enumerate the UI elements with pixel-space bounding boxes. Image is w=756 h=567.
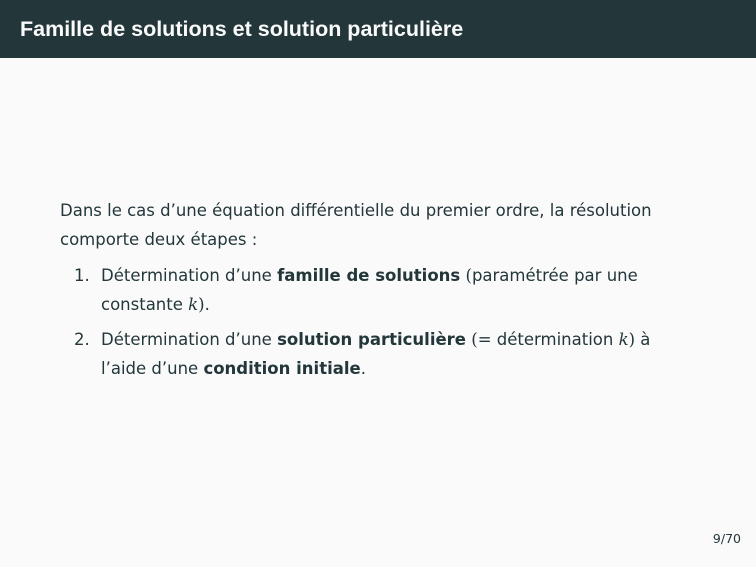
list-item-step-2 bbox=[60, 325, 700, 383]
step-bold-term: solution particulière bbox=[277, 330, 466, 349]
page-number: 9/70 bbox=[712, 531, 741, 546]
intro-line-1: Dans le cas d’une équation différentielle du premier ordre, la résolution bbox=[60, 201, 652, 220]
frame-title: Famille de solutions et solution particulière bbox=[20, 16, 464, 41]
open-paren: ( bbox=[471, 330, 478, 349]
step-text: . bbox=[360, 359, 366, 378]
step-text: Détermination d’une bbox=[101, 330, 278, 349]
list-item-step-1 bbox=[60, 261, 700, 319]
step-text: à bbox=[640, 330, 651, 349]
open-paren: ( bbox=[465, 266, 472, 285]
intro-paragraph bbox=[60, 196, 700, 254]
close-paren: ) bbox=[198, 295, 205, 314]
step-text: constante bbox=[101, 295, 189, 314]
step-text: paramétrée par une bbox=[471, 266, 638, 285]
step-bold-term: famille de solutions bbox=[277, 266, 461, 285]
slide-content bbox=[60, 196, 700, 389]
step-number: 1. bbox=[74, 266, 90, 285]
equals-sign: = bbox=[477, 330, 492, 349]
step-text: l’aide d’une bbox=[101, 359, 204, 378]
math-variable: k bbox=[188, 295, 199, 314]
step-text: détermination bbox=[496, 330, 619, 349]
frame-title-bar bbox=[0, 0, 756, 58]
step-text: Détermination d’une bbox=[101, 266, 278, 285]
step-bold-term: condition initiale bbox=[203, 359, 361, 378]
intro-line-2: comporte deux étapes : bbox=[60, 230, 258, 249]
steps-list bbox=[60, 261, 700, 383]
step-number: 2. bbox=[74, 330, 90, 349]
math-variable: k bbox=[618, 330, 629, 349]
close-paren: ) bbox=[628, 330, 636, 349]
step-text: . bbox=[204, 295, 210, 314]
